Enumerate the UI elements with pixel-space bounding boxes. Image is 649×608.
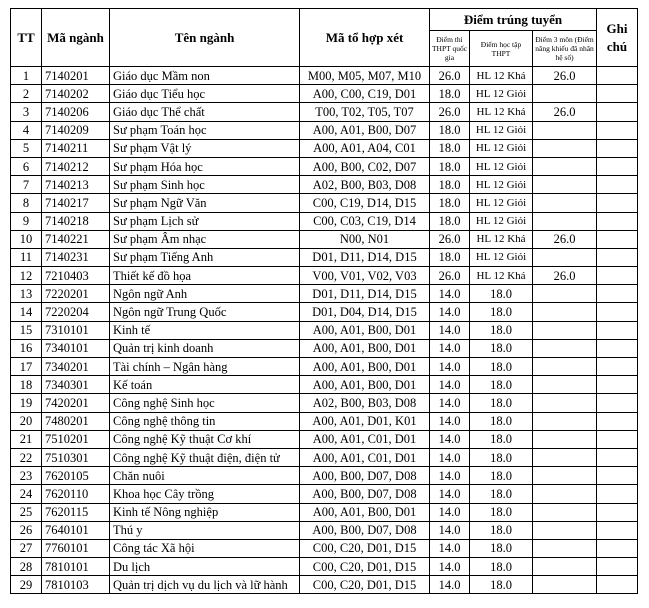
note-cell: [597, 339, 638, 357]
score-hocba: 18.0: [470, 358, 533, 376]
row-number: 1: [11, 67, 42, 85]
row-number: 20: [11, 412, 42, 430]
score-hocba: 18.0: [470, 448, 533, 466]
major-name: Quản trị kinh doanh: [110, 339, 300, 357]
subject-combination: A00, C00, C19, D01: [300, 85, 430, 103]
score-nangkhieu: [533, 321, 597, 339]
major-name: Giáo dục Tiểu học: [110, 85, 300, 103]
row-number: 2: [11, 85, 42, 103]
score-thpt: 14.0: [430, 430, 470, 448]
note-cell: [597, 358, 638, 376]
score-thpt: 14.0: [430, 576, 470, 594]
score-nangkhieu: [533, 358, 597, 376]
subject-combination: T00, T02, T05, T07: [300, 103, 430, 121]
major-code: 7620105: [42, 467, 110, 485]
score-nangkhieu: [533, 248, 597, 266]
note-cell: [597, 321, 638, 339]
header-code: Mã ngành: [42, 9, 110, 67]
table-row: [11, 248, 638, 266]
table-row: [11, 139, 638, 157]
major-name: Sư phạm Lịch sử: [110, 212, 300, 230]
major-code: 7140212: [42, 157, 110, 175]
score-hocba: HL 12 Giỏi: [470, 248, 533, 266]
score-hocba: 18.0: [470, 430, 533, 448]
score-nangkhieu: [533, 576, 597, 594]
score-nangkhieu: [533, 303, 597, 321]
table-row: [11, 485, 638, 503]
major-name: Kế toán: [110, 376, 300, 394]
score-nangkhieu: [533, 539, 597, 557]
table-row: [11, 412, 638, 430]
table-row: [11, 376, 638, 394]
major-code: 7640101: [42, 521, 110, 539]
major-code: 7420201: [42, 394, 110, 412]
admission-score-sheet: [10, 8, 637, 594]
row-number: 25: [11, 503, 42, 521]
major-code: 7340201: [42, 358, 110, 376]
table-row: [11, 85, 638, 103]
score-thpt: 14.0: [430, 339, 470, 357]
note-cell: [597, 121, 638, 139]
row-number: 12: [11, 267, 42, 285]
score-hocba: HL 12 Khá: [470, 267, 533, 285]
note-cell: [597, 248, 638, 266]
table-row: [11, 267, 638, 285]
table-row: [11, 303, 638, 321]
table-row: [11, 121, 638, 139]
score-nangkhieu: [533, 412, 597, 430]
note-cell: [597, 503, 638, 521]
score-thpt: 18.0: [430, 248, 470, 266]
score-hocba: 18.0: [470, 303, 533, 321]
table-row: [11, 358, 638, 376]
header-combo: Mã tổ hợp xét: [300, 9, 430, 67]
subject-combination: A00, B00, D07, D08: [300, 521, 430, 539]
table-row: [11, 321, 638, 339]
score-thpt: 14.0: [430, 394, 470, 412]
score-thpt: 18.0: [430, 85, 470, 103]
major-name: Ngôn ngữ Anh: [110, 285, 300, 303]
score-hocba: 18.0: [470, 485, 533, 503]
subject-combination: A00, B00, C02, D07: [300, 157, 430, 175]
table-row: [11, 230, 638, 248]
header-note: Ghi chú: [597, 9, 638, 67]
major-code: 7510201: [42, 430, 110, 448]
row-number: 9: [11, 212, 42, 230]
score-hocba: HL 12 Giỏi: [470, 212, 533, 230]
major-code: 7760101: [42, 539, 110, 557]
major-name: Khoa học Cây trồng: [110, 485, 300, 503]
score-thpt: 26.0: [430, 267, 470, 285]
major-name: Quản trị dịch vụ du lịch và lữ hành: [110, 576, 300, 594]
major-code: 7480201: [42, 412, 110, 430]
score-thpt: 14.0: [430, 503, 470, 521]
note-cell: [597, 485, 638, 503]
row-number: 19: [11, 394, 42, 412]
table-row: [11, 539, 638, 557]
score-nangkhieu: [533, 85, 597, 103]
note-cell: [597, 376, 638, 394]
score-hocba: 18.0: [470, 339, 533, 357]
score-thpt: 14.0: [430, 303, 470, 321]
row-number: 17: [11, 358, 42, 376]
major-name: Thiết kế đồ họa: [110, 267, 300, 285]
score-thpt: 14.0: [430, 285, 470, 303]
score-nangkhieu: [533, 212, 597, 230]
major-name: Giáo dục Thể chất: [110, 103, 300, 121]
score-nangkhieu: [533, 285, 597, 303]
score-hocba: HL 12 Khá: [470, 103, 533, 121]
score-thpt: 14.0: [430, 448, 470, 466]
subject-combination: A00, B00, D07, D08: [300, 485, 430, 503]
subject-combination: A02, B00, B03, D08: [300, 176, 430, 194]
major-code: 7140206: [42, 103, 110, 121]
row-number: 21: [11, 430, 42, 448]
major-code: 7140221: [42, 230, 110, 248]
table-row: [11, 212, 638, 230]
major-code: 7140231: [42, 248, 110, 266]
score-hocba: HL 12 Giỏi: [470, 194, 533, 212]
score-hocba: HL 12 Khá: [470, 230, 533, 248]
row-number: 28: [11, 558, 42, 576]
score-thpt: 18.0: [430, 194, 470, 212]
major-name: Sư phạm Tiếng Anh: [110, 248, 300, 266]
score-nangkhieu: [533, 448, 597, 466]
subject-combination: C00, C19, D14, D15: [300, 194, 430, 212]
subject-combination: A02, B00, B03, D08: [300, 394, 430, 412]
subject-combination: A00, B00, D07, D08: [300, 467, 430, 485]
major-name: Sư phạm Sinh học: [110, 176, 300, 194]
subject-combination: A00, A01, B00, D07: [300, 121, 430, 139]
table-row: [11, 558, 638, 576]
subject-combination: A00, A01, C01, D01: [300, 448, 430, 466]
score-hocba: 18.0: [470, 412, 533, 430]
score-nangkhieu: [533, 485, 597, 503]
major-name: Tài chính – Ngân hàng: [110, 358, 300, 376]
row-number: 7: [11, 176, 42, 194]
score-hocba: HL 12 Giỏi: [470, 139, 533, 157]
table-body: [11, 67, 638, 594]
major-code: 7140209: [42, 121, 110, 139]
row-number: 4: [11, 121, 42, 139]
major-code: 7620110: [42, 485, 110, 503]
major-name: Sư phạm Ngữ Văn: [110, 194, 300, 212]
major-name: Sư phạm Âm nhạc: [110, 230, 300, 248]
subject-combination: A00, A01, A04, C01: [300, 139, 430, 157]
table-row: [11, 67, 638, 85]
score-nangkhieu: [533, 503, 597, 521]
major-name: Công nghệ Sinh học: [110, 394, 300, 412]
header-score-thpt: Điểm thi THPT quốc gia: [430, 31, 470, 67]
major-code: 7310101: [42, 321, 110, 339]
row-number: 6: [11, 157, 42, 175]
score-thpt: 26.0: [430, 230, 470, 248]
score-nangkhieu: [533, 121, 597, 139]
note-cell: [597, 212, 638, 230]
score-hocba: 18.0: [470, 521, 533, 539]
row-number: 14: [11, 303, 42, 321]
major-name: Kinh tế Nông nghiệp: [110, 503, 300, 521]
subject-combination: C00, C20, D01, D15: [300, 539, 430, 557]
score-hocba: 18.0: [470, 539, 533, 557]
score-thpt: 14.0: [430, 321, 470, 339]
subject-combination: A00, A01, D01, K01: [300, 412, 430, 430]
header-name: Tên ngành: [110, 9, 300, 67]
row-number: 29: [11, 576, 42, 594]
major-code: 7140218: [42, 212, 110, 230]
row-number: 11: [11, 248, 42, 266]
subject-combination: A00, A01, B00, D01: [300, 339, 430, 357]
score-thpt: 18.0: [430, 139, 470, 157]
row-number: 15: [11, 321, 42, 339]
note-cell: [597, 85, 638, 103]
score-hocba: 18.0: [470, 321, 533, 339]
score-thpt: 18.0: [430, 121, 470, 139]
note-cell: [597, 194, 638, 212]
major-code: 7140201: [42, 67, 110, 85]
note-cell: [597, 448, 638, 466]
header-tt: TT: [11, 9, 42, 67]
note-cell: [597, 576, 638, 594]
note-cell: [597, 267, 638, 285]
table-row: [11, 576, 638, 594]
score-hocba: HL 12 Giỏi: [470, 85, 533, 103]
major-name: Ngôn ngữ Trung Quốc: [110, 303, 300, 321]
major-code: 7340301: [42, 376, 110, 394]
major-name: Công tác Xã hội: [110, 539, 300, 557]
score-thpt: 14.0: [430, 412, 470, 430]
row-number: 13: [11, 285, 42, 303]
subject-combination: N00, N01: [300, 230, 430, 248]
major-name: Du lịch: [110, 558, 300, 576]
major-name: Kinh tế: [110, 321, 300, 339]
score-nangkhieu: [533, 521, 597, 539]
score-nangkhieu: [533, 394, 597, 412]
note-cell: [597, 139, 638, 157]
subject-combination: C00, C03, C19, D14: [300, 212, 430, 230]
row-number: 26: [11, 521, 42, 539]
score-nangkhieu: 26.0: [533, 267, 597, 285]
row-number: 27: [11, 539, 42, 557]
table-row: [11, 521, 638, 539]
score-thpt: 14.0: [430, 358, 470, 376]
row-number: 22: [11, 448, 42, 466]
row-number: 18: [11, 376, 42, 394]
subject-combination: D01, D04, D14, D15: [300, 303, 430, 321]
score-nangkhieu: [533, 176, 597, 194]
table-row: [11, 157, 638, 175]
score-thpt: 14.0: [430, 539, 470, 557]
score-hocba: 18.0: [470, 467, 533, 485]
major-name: Giáo dục Mầm non: [110, 67, 300, 85]
score-hocba: 18.0: [470, 558, 533, 576]
subject-combination: M00, M05, M07, M10: [300, 67, 430, 85]
major-name: Công nghệ Kỹ thuật điện, điện tử: [110, 448, 300, 466]
score-thpt: 18.0: [430, 176, 470, 194]
note-cell: [597, 303, 638, 321]
row-number: 16: [11, 339, 42, 357]
score-nangkhieu: 26.0: [533, 103, 597, 121]
major-name: Sư phạm Vật lý: [110, 139, 300, 157]
score-nangkhieu: 26.0: [533, 67, 597, 85]
subject-combination: A00, A01, C01, D01: [300, 430, 430, 448]
subject-combination: D01, D11, D14, D15: [300, 285, 430, 303]
major-code: 7210403: [42, 267, 110, 285]
score-hocba: 18.0: [470, 394, 533, 412]
score-thpt: 14.0: [430, 467, 470, 485]
table-row: [11, 503, 638, 521]
score-hocba: HL 12 Giỏi: [470, 157, 533, 175]
table-header: [11, 9, 638, 67]
score-thpt: 26.0: [430, 103, 470, 121]
row-number: 5: [11, 139, 42, 157]
score-thpt: 14.0: [430, 521, 470, 539]
table-row: [11, 448, 638, 466]
subject-combination: D01, D11, D14, D15: [300, 248, 430, 266]
score-nangkhieu: [533, 376, 597, 394]
major-code: 7140213: [42, 176, 110, 194]
score-nangkhieu: [533, 339, 597, 357]
table-row: [11, 394, 638, 412]
subject-combination: A00, A01, B00, D01: [300, 321, 430, 339]
score-hocba: 18.0: [470, 503, 533, 521]
major-code: 7220201: [42, 285, 110, 303]
note-cell: [597, 412, 638, 430]
score-hocba: 18.0: [470, 576, 533, 594]
note-cell: [597, 521, 638, 539]
row-number: 10: [11, 230, 42, 248]
table-row: [11, 467, 638, 485]
header-score-group: Điểm trúng tuyển: [430, 9, 597, 31]
score-nangkhieu: [533, 157, 597, 175]
score-nangkhieu: [533, 430, 597, 448]
subject-combination: C00, C20, D01, D15: [300, 576, 430, 594]
note-cell: [597, 558, 638, 576]
score-thpt: 14.0: [430, 376, 470, 394]
major-code: 7510301: [42, 448, 110, 466]
row-number: 24: [11, 485, 42, 503]
subject-combination: V00, V01, V02, V03: [300, 267, 430, 285]
major-name: Chăn nuôi: [110, 467, 300, 485]
score-hocba: HL 12 Giỏi: [470, 176, 533, 194]
score-hocba: HL 12 Giỏi: [470, 121, 533, 139]
table-row: [11, 103, 638, 121]
score-thpt: 26.0: [430, 67, 470, 85]
subject-combination: A00, A01, B00, D01: [300, 358, 430, 376]
note-cell: [597, 285, 638, 303]
score-nangkhieu: [533, 194, 597, 212]
score-nangkhieu: [533, 139, 597, 157]
score-hocba: HL 12 Khá: [470, 67, 533, 85]
score-thpt: 18.0: [430, 157, 470, 175]
note-cell: [597, 230, 638, 248]
table-row: [11, 430, 638, 448]
major-name: Công nghệ thông tin: [110, 412, 300, 430]
major-name: Công nghệ Kỹ thuật Cơ khí: [110, 430, 300, 448]
note-cell: [597, 67, 638, 85]
major-code: 7620115: [42, 503, 110, 521]
row-number: 3: [11, 103, 42, 121]
note-cell: [597, 539, 638, 557]
major-code: 7140217: [42, 194, 110, 212]
table-row: [11, 285, 638, 303]
row-number: 23: [11, 467, 42, 485]
score-nangkhieu: [533, 558, 597, 576]
major-code: 7810103: [42, 576, 110, 594]
table-row: [11, 339, 638, 357]
major-code: 7340101: [42, 339, 110, 357]
subject-combination: C00, C20, D01, D15: [300, 558, 430, 576]
table-row: [11, 176, 638, 194]
major-code: 7140211: [42, 139, 110, 157]
major-name: Thú y: [110, 521, 300, 539]
score-thpt: 14.0: [430, 558, 470, 576]
score-nangkhieu: 26.0: [533, 230, 597, 248]
major-name: Sư phạm Toán học: [110, 121, 300, 139]
subject-combination: A00, A01, B00, D01: [300, 503, 430, 521]
row-number: 8: [11, 194, 42, 212]
subject-combination: A00, A01, B00, D01: [300, 376, 430, 394]
note-cell: [597, 467, 638, 485]
header-score-hocba: Điểm học tập THPT: [470, 31, 533, 67]
major-code: 7810101: [42, 558, 110, 576]
table-row: [11, 194, 638, 212]
score-thpt: 14.0: [430, 485, 470, 503]
score-thpt: 18.0: [430, 212, 470, 230]
score-nangkhieu: [533, 467, 597, 485]
score-hocba: 18.0: [470, 376, 533, 394]
major-name: Sư phạm Hóa học: [110, 157, 300, 175]
note-cell: [597, 176, 638, 194]
major-code: 7140202: [42, 85, 110, 103]
header-score-nangkhieu: Điểm 3 môn (Điểm năng khiếu đã nhân hệ số): [533, 31, 597, 67]
admission-score-table: [10, 8, 638, 594]
score-hocba: 18.0: [470, 285, 533, 303]
major-code: 7220204: [42, 303, 110, 321]
note-cell: [597, 157, 638, 175]
note-cell: [597, 430, 638, 448]
note-cell: [597, 394, 638, 412]
note-cell: [597, 103, 638, 121]
